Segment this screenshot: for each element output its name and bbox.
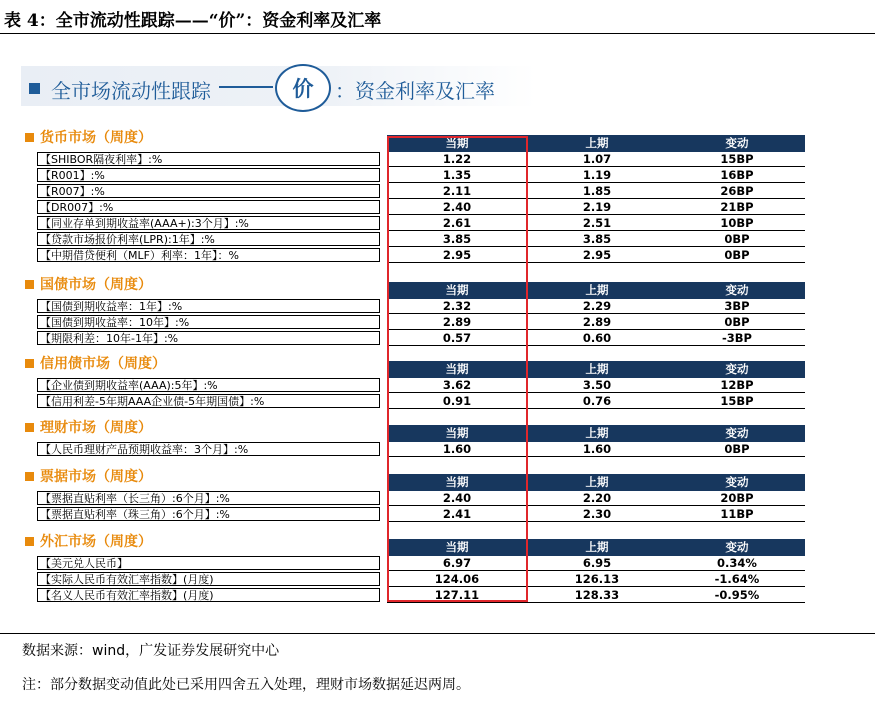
section-heading: [25, 467, 152, 485]
current-value: 2.40: [442, 491, 472, 505]
current-value: 3.85: [442, 232, 472, 246]
row-label: 【期限利差：10年-1年】:%: [37, 331, 380, 345]
current-value: 2.95: [442, 248, 472, 262]
row-label: 【实际人民币有效汇率指数】(月度): [37, 572, 380, 586]
column-header: 当期: [445, 475, 469, 489]
previous-value: 2.95: [582, 248, 612, 262]
change-value: 21BP: [720, 200, 754, 214]
footnote: 注：部分数据变动值此处已采用四舍五入处理，理财市场数据延迟两周。: [22, 677, 470, 693]
current-value: 1.35: [442, 168, 472, 182]
change-value: 0BP: [724, 315, 750, 329]
previous-value: 0.76: [582, 394, 612, 408]
row-label: 【中期借贷便利（MLF）利率：1年】：%: [37, 248, 380, 262]
current-value: 1.22: [442, 152, 472, 166]
change-value: 11BP: [720, 507, 754, 521]
row-label: 【DR007】:%: [37, 200, 380, 214]
column-header: 变动: [725, 136, 749, 150]
section-square-icon: [25, 359, 34, 368]
current-value: 127.11: [434, 588, 480, 602]
column-header: 上期: [585, 540, 609, 554]
current-value: 2.61: [442, 216, 472, 230]
row-label: 【名义人民币有效汇率指数】(月度): [37, 588, 380, 602]
row-label: 【人民币理财产品预期收益率：3个月】:%: [37, 442, 380, 456]
previous-value: 1.19: [582, 168, 612, 182]
change-value: -1.64%: [714, 572, 760, 586]
change-value: -3BP: [722, 331, 752, 345]
change-value: 0.34%: [717, 556, 757, 570]
section-heading: [25, 275, 152, 293]
current-value: 1.60: [442, 442, 472, 456]
column-header: 变动: [725, 426, 749, 440]
liquidity-panel: [15, 56, 855, 606]
row-label: 【美元兑人民币】: [37, 556, 380, 570]
column-header: 变动: [725, 362, 749, 376]
section-title: 国债市场（周度）: [40, 277, 152, 293]
column-header: 上期: [585, 136, 609, 150]
column-header: 当期: [445, 136, 469, 150]
section-square-icon: [25, 537, 34, 546]
current-value: 6.97: [442, 556, 472, 570]
section-heading: [25, 532, 152, 550]
row-underline: [387, 602, 805, 603]
change-value: 16BP: [720, 168, 754, 182]
row-label: 【信用利差-5年期AAA企业债-5年期国债】:%: [37, 394, 380, 408]
column-header: 上期: [585, 426, 609, 440]
previous-value: 1.07: [582, 152, 612, 166]
previous-value: 2.20: [582, 491, 612, 505]
column-header: 变动: [725, 283, 749, 297]
column-header: 当期: [445, 540, 469, 554]
change-value: 26BP: [720, 184, 754, 198]
previous-value: 126.13: [574, 572, 620, 586]
previous-value: 2.30: [582, 507, 612, 521]
change-value: 3BP: [724, 299, 750, 313]
section-square-icon: [25, 133, 34, 142]
row-label: 【贷款市场报价利率(LPR):1年】:%: [37, 232, 380, 246]
row-label: 【票据直贴利率（珠三角）:6个月】:%: [37, 507, 380, 521]
previous-value: 3.85: [582, 232, 612, 246]
previous-value: 3.50: [582, 378, 612, 392]
current-period-highlight: [387, 136, 528, 602]
page-title: 表 4：全市流动性跟踪——“价”：资金利率及汇率: [4, 11, 382, 31]
current-value: 0.91: [442, 394, 472, 408]
section-square-icon: [25, 280, 34, 289]
column-header: 当期: [445, 283, 469, 297]
current-value: 2.32: [442, 299, 472, 313]
section-title: 信用债市场（周度）: [40, 356, 166, 372]
banner-title-right: ：资金利率及汇率: [335, 79, 495, 103]
row-label: 【R001】:%: [37, 168, 380, 182]
section-title: 货币市场（周度）: [40, 130, 152, 146]
change-value: 20BP: [720, 491, 754, 505]
change-value: 12BP: [720, 378, 754, 392]
data-source: 数据来源：wind，广发证券发展研究中心: [22, 643, 280, 659]
section-title: 理财市场（周度）: [40, 420, 152, 436]
banner-dash: [219, 86, 273, 88]
column-header: 变动: [725, 475, 749, 489]
column-header: 当期: [445, 362, 469, 376]
change-value: 10BP: [720, 216, 754, 230]
previous-value: 2.19: [582, 200, 612, 214]
banner-price-circle: 价: [275, 64, 331, 112]
footer-divider: [0, 633, 875, 634]
section-heading: [25, 128, 152, 146]
row-label: 【R007】:%: [37, 184, 380, 198]
current-value: 124.06: [434, 572, 480, 586]
current-value: 2.89: [442, 315, 472, 329]
row-label: 【国债到期收益率：1年】:%: [37, 299, 380, 313]
previous-value: 0.60: [582, 331, 612, 345]
section-square-icon: [25, 423, 34, 432]
change-value: 0BP: [724, 232, 750, 246]
panel-banner: [21, 66, 536, 106]
previous-value: 2.89: [582, 315, 612, 329]
change-value: 15BP: [720, 394, 754, 408]
row-label: 【同业存单到期收益率(AAA+):3个月】:%: [37, 216, 380, 230]
change-value: 15BP: [720, 152, 754, 166]
section-title: 外汇市场（周度）: [40, 534, 152, 550]
column-header: 上期: [585, 283, 609, 297]
current-value: 2.41: [442, 507, 472, 521]
current-value: 0.57: [442, 331, 472, 345]
row-label: 【国债到期收益率：10年】:%: [37, 315, 380, 329]
previous-value: 1.60: [582, 442, 612, 456]
column-header: 变动: [725, 540, 749, 554]
section-heading: [25, 354, 166, 372]
section-square-icon: [25, 472, 34, 481]
column-header: 当期: [445, 426, 469, 440]
current-value: 2.11: [442, 184, 472, 198]
change-value: 0BP: [724, 248, 750, 262]
title-divider: [0, 33, 875, 34]
section-title: 票据市场（周度）: [40, 469, 152, 485]
previous-value: 2.51: [582, 216, 612, 230]
column-header: 上期: [585, 475, 609, 489]
previous-value: 128.33: [574, 588, 620, 602]
column-header: 上期: [585, 362, 609, 376]
previous-value: 6.95: [582, 556, 612, 570]
row-label: 【票据直贴利率（长三角）:6个月】:%: [37, 491, 380, 505]
banner-title-left: 全市场流动性跟踪: [51, 79, 211, 103]
row-label: 【SHIBOR隔夜利率】:%: [37, 152, 380, 166]
current-value: 3.62: [442, 378, 472, 392]
row-label: 【企业债到期收益率(AAA):5年】:%: [37, 378, 380, 392]
current-value: 2.40: [442, 200, 472, 214]
banner-square-icon: [29, 83, 40, 94]
change-value: -0.95%: [714, 588, 760, 602]
change-value: 0BP: [724, 442, 750, 456]
section-heading: [25, 418, 152, 436]
previous-value: 2.29: [582, 299, 612, 313]
previous-value: 1.85: [582, 184, 612, 198]
